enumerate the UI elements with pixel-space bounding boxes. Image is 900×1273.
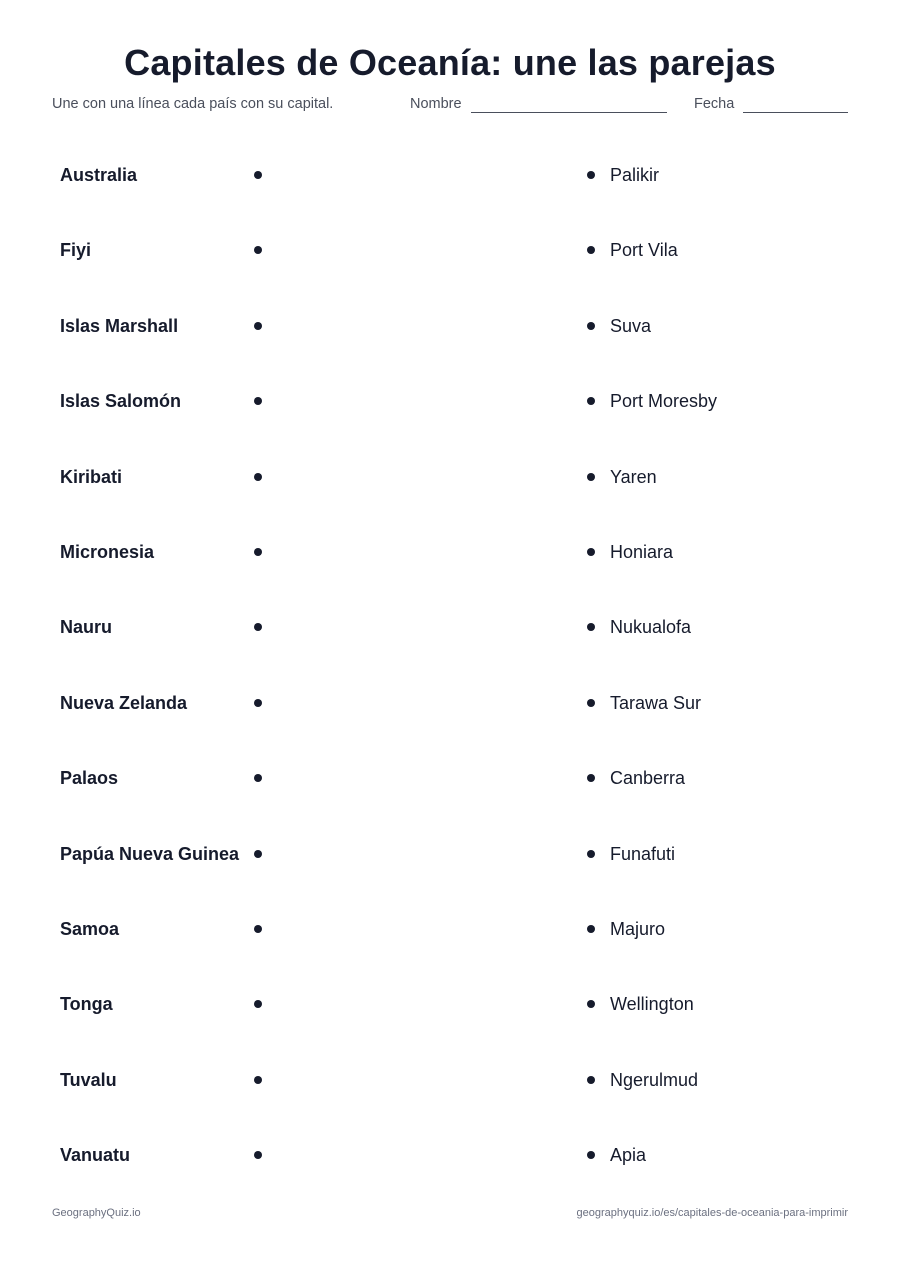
country-label: Tonga	[60, 994, 113, 1014]
capital-label: Palikir	[610, 165, 660, 185]
match-row	[0, 1140, 900, 1170]
match-row	[0, 763, 900, 793]
country-dot[interactable]	[254, 473, 262, 481]
country-label: Vanuatu	[60, 1145, 131, 1165]
match-row	[0, 612, 900, 642]
country-dot[interactable]	[254, 1076, 262, 1084]
capital-label: Canberra	[610, 768, 686, 788]
page-title: Capitales de Oceanía: une las parejas	[124, 42, 776, 83]
instructions-text: Une con una línea cada país con su capital.	[52, 96, 334, 112]
capital-label: Yaren	[610, 467, 657, 487]
capital-label: Wellington	[610, 994, 694, 1014]
country-dot[interactable]	[254, 1000, 262, 1008]
match-row	[0, 914, 900, 944]
country-label: Nauru	[60, 617, 113, 637]
country-dot[interactable]	[254, 623, 262, 631]
match-row	[0, 235, 900, 265]
match-row	[0, 386, 900, 416]
capital-label: Port Moresby	[610, 391, 718, 411]
country-dot[interactable]	[254, 548, 262, 556]
country-label: Islas Salomón	[60, 391, 182, 411]
country-dot[interactable]	[254, 1151, 262, 1159]
country-label: Palaos	[60, 768, 119, 788]
capital-label: Apia	[610, 1145, 647, 1165]
match-row	[0, 160, 900, 190]
country-label: Australia	[60, 165, 138, 185]
capital-dot[interactable]	[587, 1151, 595, 1159]
capital-label: Suva	[610, 316, 652, 336]
country-dot[interactable]	[254, 246, 262, 254]
name-label: Nombre	[410, 96, 462, 112]
capital-dot[interactable]	[587, 548, 595, 556]
country-label: Islas Marshall	[60, 316, 179, 336]
country-dot[interactable]	[254, 774, 262, 782]
match-row	[0, 462, 900, 492]
capital-label: Funafuti	[610, 844, 676, 864]
country-label: Nueva Zelanda	[60, 693, 188, 713]
country-label: Papúa Nueva Guinea	[60, 844, 240, 864]
capital-dot[interactable]	[587, 1000, 595, 1008]
country-dot[interactable]	[254, 397, 262, 405]
capital-label: Port Vila	[610, 240, 678, 260]
country-dot[interactable]	[254, 171, 262, 179]
country-dot[interactable]	[254, 322, 262, 330]
capital-dot[interactable]	[587, 397, 595, 405]
capital-dot[interactable]	[587, 1076, 595, 1084]
date-label: Fecha	[694, 96, 735, 112]
country-label: Micronesia	[60, 542, 155, 562]
country-dot[interactable]	[254, 699, 262, 707]
match-row	[0, 311, 900, 341]
capital-dot[interactable]	[587, 850, 595, 858]
capital-label: Honiara	[610, 542, 674, 562]
capital-dot[interactable]	[587, 925, 595, 933]
country-label: Samoa	[60, 919, 120, 939]
capital-label: Nukualofa	[610, 617, 692, 637]
country-dot[interactable]	[254, 925, 262, 933]
country-label: Tuvalu	[60, 1070, 117, 1090]
capital-dot[interactable]	[587, 171, 595, 179]
footer-brand: GeographyQuiz.io	[52, 1207, 141, 1219]
match-row	[0, 688, 900, 718]
match-row	[0, 1065, 900, 1095]
capital-dot[interactable]	[587, 473, 595, 481]
capital-label: Tarawa Sur	[610, 693, 702, 713]
capital-dot[interactable]	[587, 699, 595, 707]
capital-label: Ngerulmud	[610, 1070, 699, 1090]
capital-dot[interactable]	[587, 774, 595, 782]
footer-url: geographyquiz.io/es/capitales-de-oceania-para-imprimir	[576, 1207, 848, 1219]
capital-dot[interactable]	[587, 623, 595, 631]
country-label: Kiribati	[60, 467, 123, 487]
match-row	[0, 537, 900, 567]
capital-label: Majuro	[610, 919, 666, 939]
capital-dot[interactable]	[587, 246, 595, 254]
country-dot[interactable]	[254, 850, 262, 858]
match-row	[0, 989, 900, 1019]
capital-dot[interactable]	[587, 322, 595, 330]
country-label: Fiyi	[60, 240, 92, 260]
match-row	[0, 839, 900, 869]
